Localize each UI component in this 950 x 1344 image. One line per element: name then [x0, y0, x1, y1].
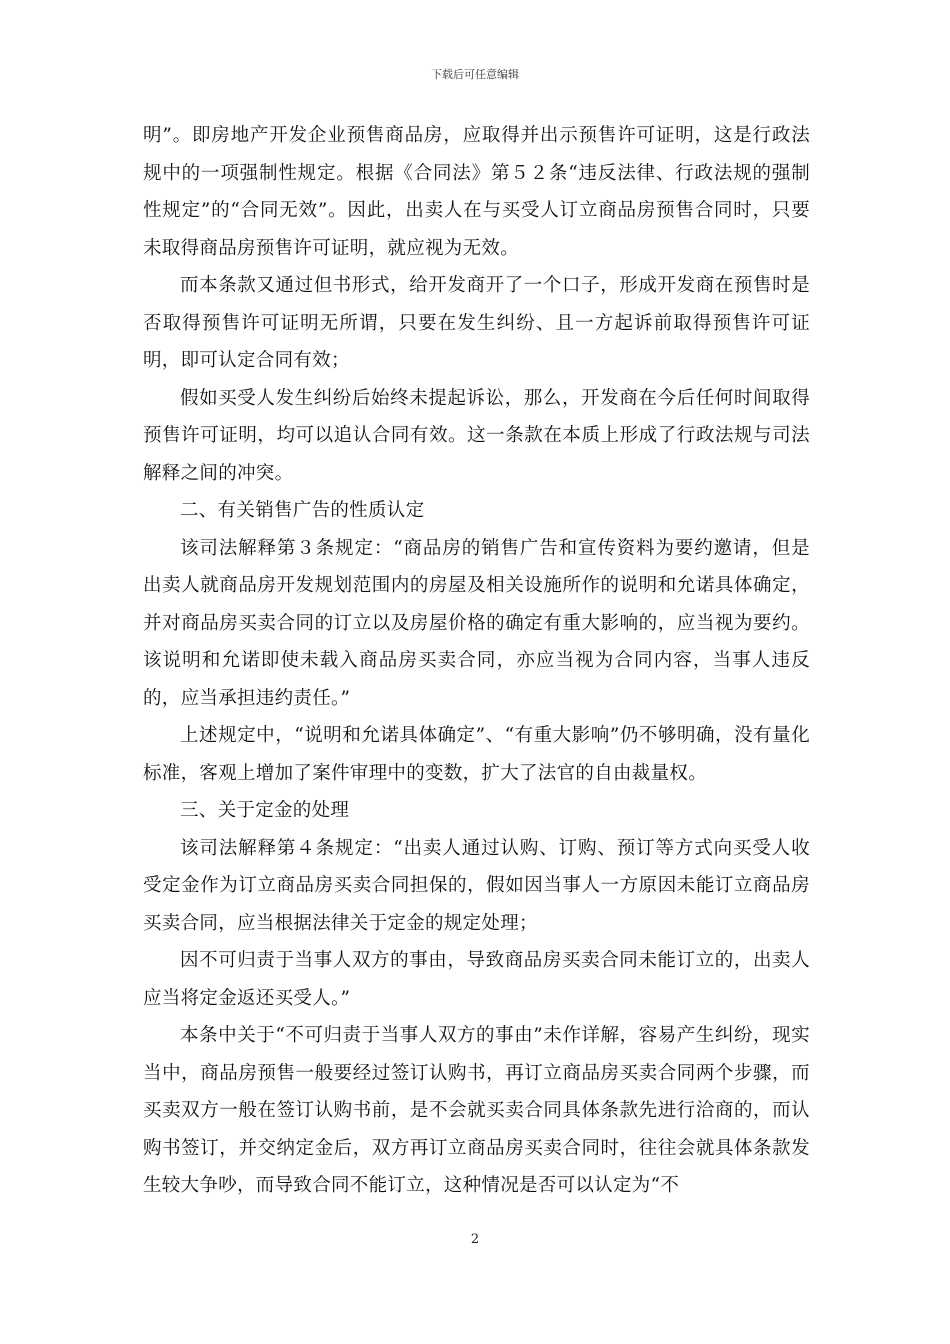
section-heading: 二、有关销售广告的性质认定	[180, 500, 425, 521]
page-header: 下载后可任意编辑	[431, 68, 519, 81]
paragraph: 该司法解释第３条规定：“商品房的销售广告和宣传资料为要约邀请，但是出卖人就商品房开发规划范围内的房屋及相关设施所作的说明和允诺具体确定，并对商品房买卖合同的订立以及房屋价格的确定有重大影响的，应当视为要约。该说明和允诺即使未载入商品房买卖合同，亦应当视为合同内容，当事人违反的，应当承担违约责任。”	[143, 537, 810, 709]
paragraph: 明”。即房地产开发企业预售商品房，应取得并出示预售许可证明，这是行政法规中的一项强制性规定。根据《合同法》第５２条“违反法律、行政法规的强制性规定”的“合同无效”。因此，出卖人在与买受人订立商品房预售合同时，只要未取得商品房预售许可证明，就应视为无效。	[143, 125, 810, 259]
paragraph: 假如买受人发生纠纷后始终未提起诉讼，那么，开发商在今后任何时间取得预售许可证明，均可以追认合同有效。这一条款在本质上形成了行政法规与司法解释之间的冲突。	[143, 387, 810, 484]
paragraph: 本条中关于“不可归责于当事人双方的事由”未作详解，容易产生纠纷，现实当中，商品房预售一般要经过签订认购书，再订立商品房买卖合同两个步骤，而买卖双方一般在签订认购书前，是不会就买卖合同具体条款先进行洽商的，而认购书签订，并交纳定金后，双方再订立商品房买卖合同时，往往会就具体条款发生较大争吵，而导致合同不能订立，这种情况是否可以认定为“不	[143, 1025, 810, 1196]
paragraph: 上述规定中，“说明和允诺具体确定”、“有重大影响”仍不够明确，没有量化标准，客观上增加了案件审理中的变数，扩大了法官的自由裁量权。	[143, 725, 810, 784]
paragraph: 该司法解释第４条规定：“出卖人通过认购、订购、预订等方式向买受人收受定金作为订立商品房买卖合同担保的，假如因当事人一方原因未能订立商品房买卖合同，应当根据法律关于定金的规定处理；	[143, 837, 810, 934]
section-heading: 三、关于定金的处理	[180, 800, 350, 821]
paragraph: 而本条款又通过但书形式，给开发商开了一个口子，形成开发商在预售时是否取得预售许可证明无所谓，只要在发生纠纷、且一方起诉前取得预售许可证明，即可认定合同有效；	[143, 275, 810, 371]
document-body	[143, 117, 810, 1205]
page-number: 2	[470, 1232, 480, 1247]
paragraph: 因不可归责于当事人双方的事由，导致商品房买卖合同未能订立的，出卖人应当将定金返还买受人。”	[143, 950, 810, 1009]
